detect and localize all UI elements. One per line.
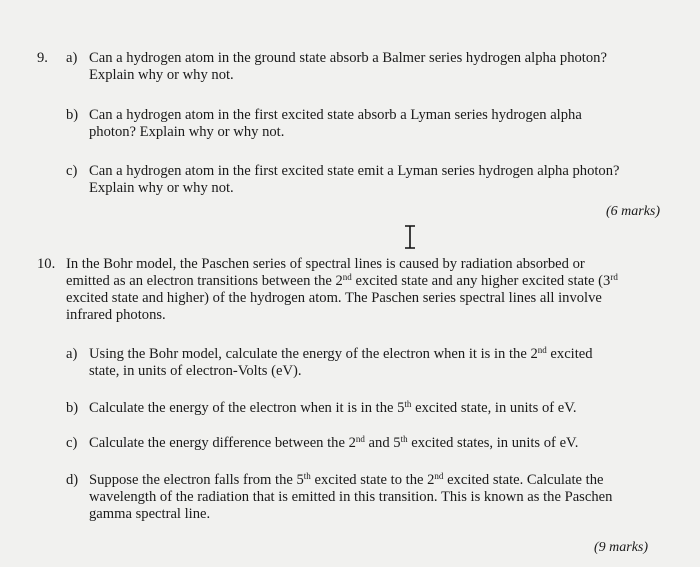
q10-intro-line4: infrared photons. (66, 307, 166, 323)
q10a-text-line2: state, in units of electron-Volts (eV). (89, 363, 302, 379)
q10b-text: Calculate the energy of the electron when it is in the 5th excited state, in units of eV. (89, 399, 577, 416)
q9a-text-line1: Can a hydrogen atom in the ground state absorb a Balmer series hydrogen alpha photon? (89, 50, 607, 66)
question-9-number: 9. (37, 50, 48, 66)
q10b-label: b) (66, 400, 79, 416)
q9a-label: a) (66, 50, 78, 66)
q9b-text-line2: photon? Explain why or why not. (89, 124, 285, 140)
q10d-text-line2: wavelength of the radiation that is emitted in this transition. This is known as the Paschen (89, 489, 613, 505)
q10-intro-line1: In the Bohr model, the Paschen series of spectral lines is caused by radiation absorbed or (66, 256, 585, 272)
q10c-label: c) (66, 435, 78, 451)
q10-intro-line3: excited state and higher) of the hydrogen atom. The Paschen series spectral lines all involve (66, 290, 602, 306)
q9b-text-line1: Can a hydrogen atom in the first excited state absorb a Lyman series hydrogen alpha (89, 107, 582, 123)
text-cursor-icon (403, 225, 417, 249)
q9-marks: (6 marks) (606, 204, 661, 219)
q10d-text-line3: gamma spectral line. (89, 506, 211, 522)
q9c-text-line1: Can a hydrogen atom in the first excited state emit a Lyman series hydrogen alpha photon? (89, 163, 620, 179)
q10a-label: a) (66, 346, 78, 362)
q10-marks: (9 marks) (594, 540, 649, 555)
q10a-text-line1: Using the Bohr model, calculate the energy of the electron when it is in the 2nd excited (89, 345, 593, 362)
q10d-label: d) (66, 472, 79, 488)
q10d-text-line1: Suppose the electron falls from the 5th excited state to the 2nd excited state. Calculate the (89, 471, 604, 488)
q10c-text: Calculate the energy difference between the 2nd and 5th excited states, in units of eV. (89, 434, 579, 451)
q10-intro-line2: emitted as an electron transitions between the 2nd excited state and any higher excited state (3rd (66, 272, 618, 289)
q9b-label: b) (66, 107, 79, 123)
q9c-label: c) (66, 163, 78, 179)
q9a-text-line2: Explain why or why not. (89, 67, 234, 83)
question-10-number: 10. (37, 256, 56, 272)
q9c-text-line2: Explain why or why not. (89, 180, 234, 196)
